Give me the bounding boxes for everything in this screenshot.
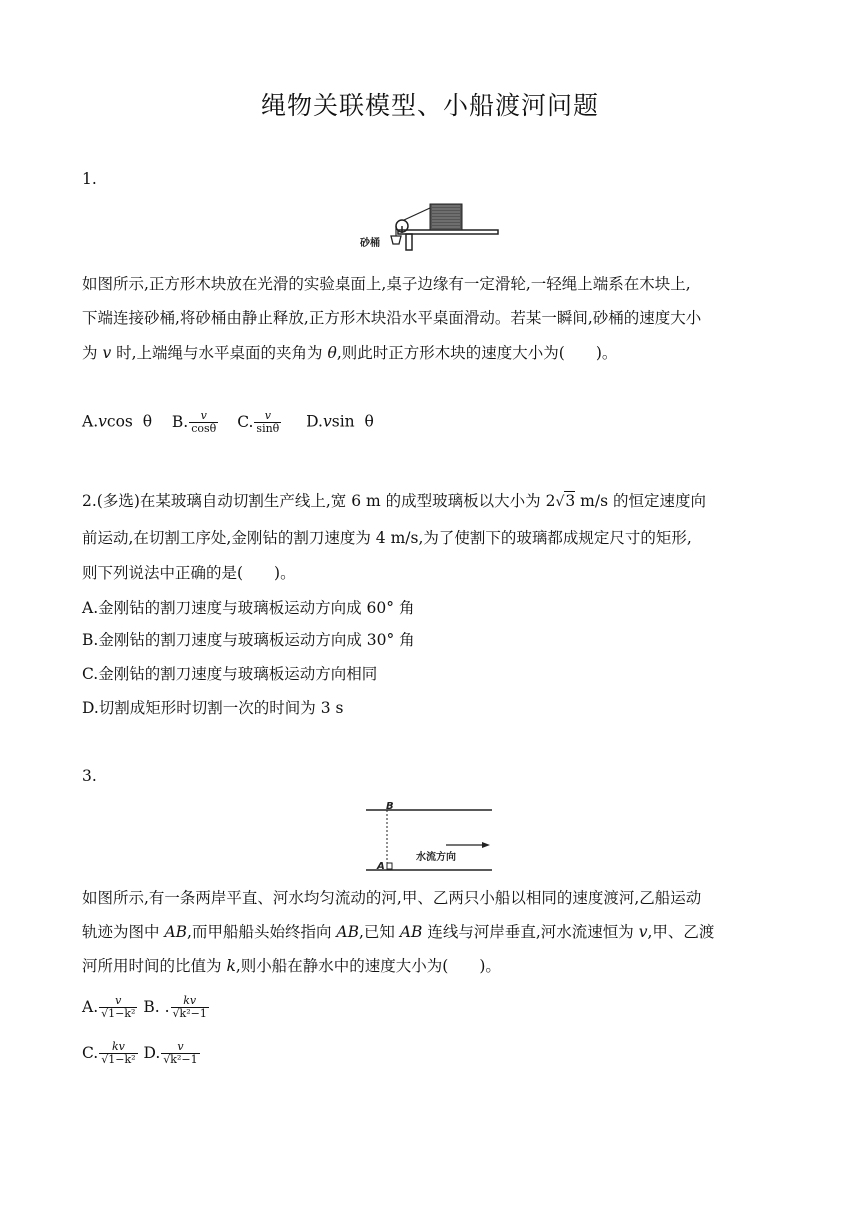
page-title: 绳物关联模型、小船渡河问题 — [260, 91, 599, 120]
boat — [387, 863, 392, 869]
q2-option-c: C.金刚钻的割刀速度与玻璃板运动方向相同 — [82, 665, 378, 683]
q3-option-c: C. $\frac{kv}{\text{√1−k²}}$ — [82, 1040, 136, 1066]
q3-stem-line-2: 轨迹为图中 AB,而甲船船头始终指向 AB,已知 AB 连线与河岸垂直,河水流速恒为 v,甲、乙渡 — [82, 923, 715, 941]
q1-option-d: D.vsin θ — [306, 412, 374, 431]
q1-option-c: C. $\frac{v}{\sin\theta}$ — [237, 409, 280, 435]
question-3-number: 3. — [82, 767, 97, 785]
q2-option-b: B.金刚钻的割刀速度与玻璃板运动方向成 30° 角 — [82, 631, 415, 649]
table-leg — [406, 234, 412, 250]
q2-stem-line-1: 2.(多选)在某玻璃自动切割生产线上,宽 6 m 的成型玻璃板以大小为 2√3 m/s 的恒定速度向 — [82, 492, 706, 510]
sand-bucket — [391, 236, 401, 244]
q1-stem-line-2: 下端连接砂桶,将砂桶由静止释放,正方形木块沿水平桌面滑动。若某一瞬间,砂桶的速度大小 — [82, 309, 702, 327]
q3-option-a: A. $\frac{v}{\text{√1−k²}}$ — [82, 994, 136, 1020]
q3-stem-line-3: 河所用时间的比值为 k,则小船在静水中的速度大小为( )。 — [82, 957, 501, 975]
q3-options-row-1 — [82, 995, 210, 1020]
q2-stem-line-2: 前运动,在切割工序处,金刚钻的割刀速度为 4 m/s,为了使割下的玻璃都成规定尺寸的矩形, — [82, 529, 692, 547]
q2-option-d: D.切割成矩形时切割一次的时间为 3 s — [82, 699, 344, 717]
figure-sand-bucket-setup — [358, 200, 500, 252]
flow-direction-label: 水流方向 — [416, 852, 456, 863]
figure-river-crossing — [366, 798, 496, 874]
flow-arrow-head — [482, 842, 490, 848]
q2-stem-line-3: 则下列说法中正确的是( )。 — [82, 564, 296, 582]
table-surface — [398, 230, 498, 234]
q3-option-b: B. . $\frac{kv}{\text{√k²−1}}$ — [143, 994, 207, 1020]
q1-option-a: A.vcos θ — [82, 412, 153, 431]
point-a-label: A — [377, 861, 385, 872]
wooden-block — [430, 204, 462, 230]
question-1-number: 1. — [82, 170, 97, 188]
q2-option-a: A.金刚钻的割刀速度与玻璃板运动方向成 60° 角 — [82, 599, 415, 617]
figure-label-sand-bucket: 砂桶 — [360, 238, 380, 249]
q3-stem-line-1: 如图所示,有一条两岸平直、河水均匀流动的河,甲、乙两只小船以相同的速度渡河,乙船运动 — [82, 889, 702, 907]
q1-stem-line-3: 为 v 时,上端绳与水平桌面的夹角为 θ,则此时正方形木块的速度大小为( )。 — [82, 344, 618, 362]
q1-stem-line-1: 如图所示,正方形木块放在光滑的实验桌面上,桌子边缘有一定滑轮,一轻绳上端系在木块上, — [82, 275, 691, 293]
q3-options-row-2 — [82, 1041, 201, 1066]
point-b-label: B — [386, 801, 394, 812]
q1-options — [82, 410, 374, 435]
q1-option-b: B. $\frac{v}{\cos\theta}$ — [171, 409, 217, 435]
q3-option-d: D. $\frac{v}{\text{√k²−1}}$ — [143, 1040, 198, 1066]
rope-upper — [404, 208, 430, 220]
